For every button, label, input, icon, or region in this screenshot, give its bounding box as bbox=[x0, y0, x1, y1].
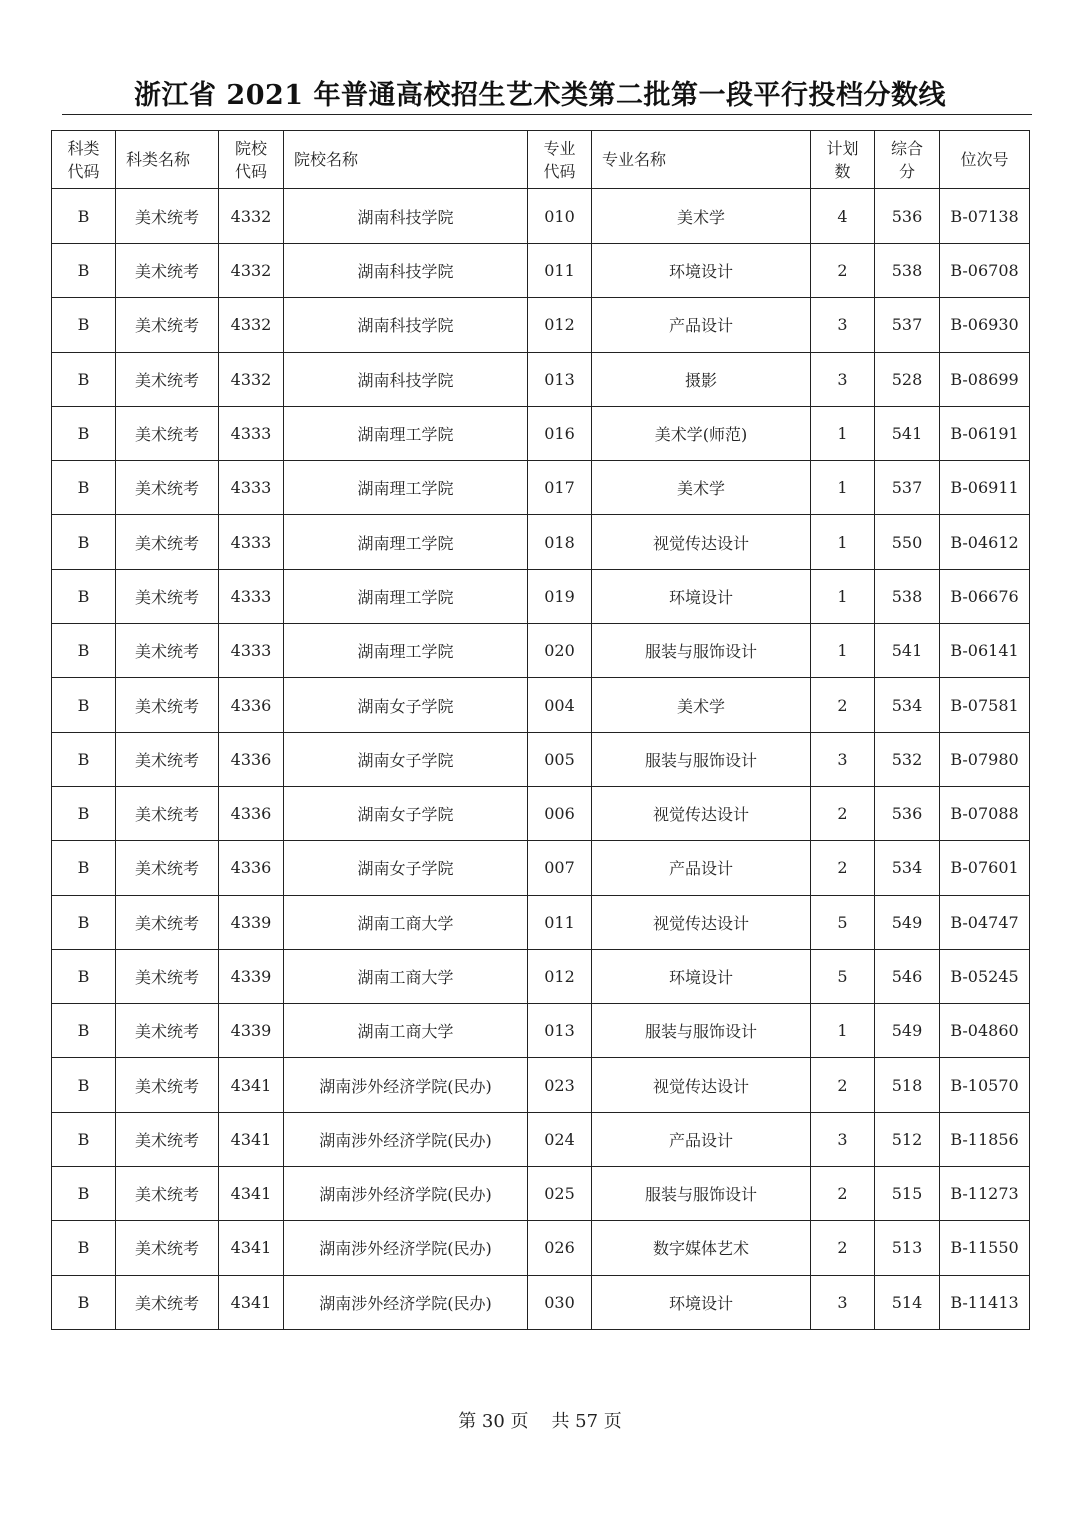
header-label: 综合 bbox=[890, 138, 923, 158]
major-name-cell: 服装与服饰设计 bbox=[592, 624, 811, 678]
school-code-cell: 4336 bbox=[219, 841, 284, 895]
table-row bbox=[52, 1221, 1030, 1275]
major-code-cell: 005 bbox=[528, 732, 592, 786]
major-name-cell: 环境设计 bbox=[592, 1275, 811, 1329]
major-code-cell: 016 bbox=[528, 406, 592, 460]
school-code-cell: 4332 bbox=[219, 244, 284, 298]
school-code-cell: 4336 bbox=[219, 786, 284, 840]
category-name-cell: 美术统考 bbox=[116, 1221, 219, 1275]
header-category-code bbox=[52, 131, 116, 189]
plan-count-cell: 1 bbox=[811, 624, 875, 678]
major-code-cell: 013 bbox=[528, 1004, 592, 1058]
category-code-cell: B bbox=[52, 1112, 116, 1166]
major-name-cell: 美术学 bbox=[592, 189, 811, 244]
category-name-cell: 美术统考 bbox=[116, 1112, 219, 1166]
composite-score-cell: 538 bbox=[875, 569, 940, 623]
composite-score-cell: 534 bbox=[875, 678, 940, 732]
composite-score-cell: 546 bbox=[875, 949, 940, 1003]
major-name-cell: 服装与服饰设计 bbox=[592, 1167, 811, 1221]
rank-cell: B-07581 bbox=[940, 678, 1030, 732]
plan-count-cell: 2 bbox=[811, 678, 875, 732]
category-code-cell: B bbox=[52, 1221, 116, 1275]
plan-count-cell: 1 bbox=[811, 515, 875, 569]
plan-count-cell: 1 bbox=[811, 1004, 875, 1058]
rank-cell: B-04747 bbox=[940, 895, 1030, 949]
major-name-cell: 美术学(师范) bbox=[592, 406, 811, 460]
school-name-cell: 湖南女子学院 bbox=[284, 841, 528, 895]
category-name-cell: 美术统考 bbox=[116, 461, 219, 515]
category-code-cell: B bbox=[52, 786, 116, 840]
composite-score-cell: 534 bbox=[875, 841, 940, 895]
table-row bbox=[52, 732, 1030, 786]
school-code-cell: 4332 bbox=[219, 352, 284, 406]
table-row bbox=[52, 841, 1030, 895]
category-name-cell: 美术统考 bbox=[116, 1167, 219, 1221]
category-code-cell: B bbox=[52, 189, 116, 244]
table-row bbox=[52, 298, 1030, 352]
table-header bbox=[52, 131, 1030, 189]
major-code-cell: 024 bbox=[528, 1112, 592, 1166]
header-major-name bbox=[592, 131, 811, 189]
table-row bbox=[52, 786, 1030, 840]
table-row bbox=[52, 461, 1030, 515]
major-code-cell: 017 bbox=[528, 461, 592, 515]
school-name-cell: 湖南工商大学 bbox=[284, 895, 528, 949]
header-composite-score bbox=[875, 131, 940, 189]
header-row bbox=[52, 131, 1030, 189]
major-code-cell: 013 bbox=[528, 352, 592, 406]
plan-count-cell: 1 bbox=[811, 461, 875, 515]
rank-cell: B-07980 bbox=[940, 732, 1030, 786]
plan-count-cell: 5 bbox=[811, 949, 875, 1003]
category-code-cell: B bbox=[52, 624, 116, 678]
header-label-line2: 代码 bbox=[543, 161, 576, 181]
plan-count-cell: 3 bbox=[811, 732, 875, 786]
school-name-cell: 湖南工商大学 bbox=[284, 1004, 528, 1058]
category-code-cell: B bbox=[52, 406, 116, 460]
header-label: 计划 bbox=[826, 138, 859, 158]
category-name-cell: 美术统考 bbox=[116, 841, 219, 895]
composite-score-cell: 536 bbox=[875, 189, 940, 244]
rank-cell: B-07601 bbox=[940, 841, 1030, 895]
page-title: 浙江省 2021 年普通高校招生艺术类第二批第一段平行投档分数线 bbox=[134, 80, 946, 111]
category-name-cell: 美术统考 bbox=[116, 786, 219, 840]
plan-count-cell: 1 bbox=[811, 569, 875, 623]
major-code-cell: 026 bbox=[528, 1221, 592, 1275]
school-code-cell: 4333 bbox=[219, 461, 284, 515]
table-row bbox=[52, 1275, 1030, 1329]
school-name-cell: 湖南理工学院 bbox=[284, 406, 528, 460]
major-code-cell: 011 bbox=[528, 895, 592, 949]
school-code-cell: 4341 bbox=[219, 1275, 284, 1329]
school-code-cell: 4333 bbox=[219, 406, 284, 460]
table-row bbox=[52, 624, 1030, 678]
major-code-cell: 025 bbox=[528, 1167, 592, 1221]
header-label: 专业名称 bbox=[602, 150, 667, 169]
category-code-cell: B bbox=[52, 244, 116, 298]
header-label: 科类 bbox=[67, 138, 100, 158]
category-name-cell: 美术统考 bbox=[116, 189, 219, 244]
category-code-cell: B bbox=[52, 732, 116, 786]
school-code-cell: 4341 bbox=[219, 1058, 284, 1112]
composite-score-cell: 537 bbox=[875, 298, 940, 352]
school-name-cell: 湖南理工学院 bbox=[284, 515, 528, 569]
major-code-cell: 020 bbox=[528, 624, 592, 678]
school-code-cell: 4336 bbox=[219, 678, 284, 732]
plan-count-cell: 5 bbox=[811, 895, 875, 949]
school-name-cell: 湖南涉外经济学院(民办) bbox=[284, 1221, 528, 1275]
title-divider bbox=[62, 114, 1032, 115]
composite-score-cell: 538 bbox=[875, 244, 940, 298]
category-code-cell: B bbox=[52, 895, 116, 949]
rank-cell: B-04612 bbox=[940, 515, 1030, 569]
major-name-cell: 美术学 bbox=[592, 461, 811, 515]
table-row bbox=[52, 895, 1030, 949]
composite-score-cell: 537 bbox=[875, 461, 940, 515]
header-label-line2: 代码 bbox=[67, 161, 100, 181]
category-name-cell: 美术统考 bbox=[116, 406, 219, 460]
composite-score-cell: 536 bbox=[875, 786, 940, 840]
table-row bbox=[52, 1058, 1030, 1112]
school-code-cell: 4332 bbox=[219, 298, 284, 352]
table-row bbox=[52, 244, 1030, 298]
major-code-cell: 019 bbox=[528, 569, 592, 623]
school-code-cell: 4333 bbox=[219, 515, 284, 569]
category-name-cell: 美术统考 bbox=[116, 624, 219, 678]
table-row bbox=[52, 515, 1030, 569]
table-row bbox=[52, 352, 1030, 406]
major-code-cell: 006 bbox=[528, 786, 592, 840]
school-code-cell: 4333 bbox=[219, 569, 284, 623]
header-label: 科类名称 bbox=[126, 150, 191, 169]
rank-cell: B-06911 bbox=[940, 461, 1030, 515]
plan-count-cell: 3 bbox=[811, 1275, 875, 1329]
category-name-cell: 美术统考 bbox=[116, 244, 219, 298]
composite-score-cell: 515 bbox=[875, 1167, 940, 1221]
page-footer bbox=[0, 1409, 1080, 1435]
school-name-cell: 湖南科技学院 bbox=[284, 189, 528, 244]
school-name-cell: 湖南女子学院 bbox=[284, 786, 528, 840]
major-code-cell: 018 bbox=[528, 515, 592, 569]
school-name-cell: 湖南涉外经济学院(民办) bbox=[284, 1167, 528, 1221]
school-name-cell: 湖南理工学院 bbox=[284, 569, 528, 623]
major-name-cell: 服装与服饰设计 bbox=[592, 1004, 811, 1058]
rank-cell: B-06930 bbox=[940, 298, 1030, 352]
rank-cell: B-06676 bbox=[940, 569, 1030, 623]
category-code-cell: B bbox=[52, 1167, 116, 1221]
plan-count-cell: 4 bbox=[811, 189, 875, 244]
major-code-cell: 004 bbox=[528, 678, 592, 732]
category-code-cell: B bbox=[52, 298, 116, 352]
school-name-cell: 湖南女子学院 bbox=[284, 678, 528, 732]
page-number: 第 30 页 bbox=[458, 1411, 529, 1432]
plan-count-cell: 2 bbox=[811, 244, 875, 298]
category-name-cell: 美术统考 bbox=[116, 1004, 219, 1058]
header-major-code bbox=[528, 131, 592, 189]
rank-cell: B-10570 bbox=[940, 1058, 1030, 1112]
composite-score-cell: 514 bbox=[875, 1275, 940, 1329]
table-body bbox=[52, 189, 1030, 1330]
school-code-cell: 4341 bbox=[219, 1112, 284, 1166]
table-row bbox=[52, 189, 1030, 244]
rank-cell: B-11413 bbox=[940, 1275, 1030, 1329]
school-name-cell: 湖南科技学院 bbox=[284, 244, 528, 298]
plan-count-cell: 2 bbox=[811, 1167, 875, 1221]
school-name-cell: 湖南理工学院 bbox=[284, 461, 528, 515]
major-name-cell: 摄影 bbox=[592, 352, 811, 406]
total-pages: 共 57 页 bbox=[551, 1411, 622, 1432]
header-school-name bbox=[284, 131, 528, 189]
major-name-cell: 数字媒体艺术 bbox=[592, 1221, 811, 1275]
composite-score-cell: 512 bbox=[875, 1112, 940, 1166]
composite-score-cell: 541 bbox=[875, 624, 940, 678]
major-name-cell: 环境设计 bbox=[592, 569, 811, 623]
school-name-cell: 湖南理工学院 bbox=[284, 624, 528, 678]
table-row bbox=[52, 1004, 1030, 1058]
rank-cell: B-06141 bbox=[940, 624, 1030, 678]
header-school-code bbox=[219, 131, 284, 189]
major-name-cell: 服装与服饰设计 bbox=[592, 732, 811, 786]
table-row bbox=[52, 569, 1030, 623]
major-name-cell: 产品设计 bbox=[592, 841, 811, 895]
plan-count-cell: 2 bbox=[811, 786, 875, 840]
header-label-line2: 代码 bbox=[234, 161, 267, 181]
rank-cell: B-11856 bbox=[940, 1112, 1030, 1166]
rank-cell: B-08699 bbox=[940, 352, 1030, 406]
category-code-cell: B bbox=[52, 461, 116, 515]
composite-score-cell: 513 bbox=[875, 1221, 940, 1275]
school-code-cell: 4341 bbox=[219, 1167, 284, 1221]
school-name-cell: 湖南科技学院 bbox=[284, 298, 528, 352]
major-code-cell: 012 bbox=[528, 298, 592, 352]
major-name-cell: 产品设计 bbox=[592, 298, 811, 352]
school-code-cell: 4341 bbox=[219, 1221, 284, 1275]
composite-score-cell: 550 bbox=[875, 515, 940, 569]
category-code-cell: B bbox=[52, 1275, 116, 1329]
header-label: 院校名称 bbox=[294, 150, 359, 169]
category-name-cell: 美术统考 bbox=[116, 352, 219, 406]
school-code-cell: 4336 bbox=[219, 732, 284, 786]
composite-score-cell: 549 bbox=[875, 895, 940, 949]
table-row bbox=[52, 949, 1030, 1003]
category-name-cell: 美术统考 bbox=[116, 569, 219, 623]
composite-score-cell: 528 bbox=[875, 352, 940, 406]
school-name-cell: 湖南工商大学 bbox=[284, 949, 528, 1003]
composite-score-cell: 549 bbox=[875, 1004, 940, 1058]
category-code-cell: B bbox=[52, 515, 116, 569]
composite-score-cell: 518 bbox=[875, 1058, 940, 1112]
score-table bbox=[51, 130, 1030, 1330]
header-plan-count bbox=[811, 131, 875, 189]
school-name-cell: 湖南女子学院 bbox=[284, 732, 528, 786]
header-label: 位次号 bbox=[960, 150, 1009, 169]
major-code-cell: 012 bbox=[528, 949, 592, 1003]
header-label: 院校 bbox=[234, 138, 267, 158]
category-code-cell: B bbox=[52, 1058, 116, 1112]
category-name-cell: 美术统考 bbox=[116, 298, 219, 352]
category-name-cell: 美术统考 bbox=[116, 678, 219, 732]
plan-count-cell: 2 bbox=[811, 841, 875, 895]
category-code-cell: B bbox=[52, 949, 116, 1003]
category-code-cell: B bbox=[52, 569, 116, 623]
header-label-line2: 数 bbox=[834, 161, 851, 181]
composite-score-cell: 532 bbox=[875, 732, 940, 786]
major-name-cell: 产品设计 bbox=[592, 1112, 811, 1166]
major-name-cell: 视觉传达设计 bbox=[592, 786, 811, 840]
school-code-cell: 4332 bbox=[219, 189, 284, 244]
plan-count-cell: 2 bbox=[811, 1058, 875, 1112]
rank-cell: B-06191 bbox=[940, 406, 1030, 460]
category-name-cell: 美术统考 bbox=[116, 732, 219, 786]
rank-cell: B-07088 bbox=[940, 786, 1030, 840]
table-row bbox=[52, 1112, 1030, 1166]
plan-count-cell: 3 bbox=[811, 352, 875, 406]
major-name-cell: 视觉传达设计 bbox=[592, 1058, 811, 1112]
rank-cell: B-06708 bbox=[940, 244, 1030, 298]
category-name-cell: 美术统考 bbox=[116, 515, 219, 569]
school-name-cell: 湖南涉外经济学院(民办) bbox=[284, 1058, 528, 1112]
header-label-line2: 分 bbox=[898, 161, 915, 181]
major-code-cell: 023 bbox=[528, 1058, 592, 1112]
category-code-cell: B bbox=[52, 841, 116, 895]
school-name-cell: 湖南涉外经济学院(民办) bbox=[284, 1275, 528, 1329]
plan-count-cell: 3 bbox=[811, 1112, 875, 1166]
rank-cell: B-05245 bbox=[940, 949, 1030, 1003]
category-code-cell: B bbox=[52, 1004, 116, 1058]
school-name-cell: 湖南科技学院 bbox=[284, 352, 528, 406]
table-row bbox=[52, 678, 1030, 732]
header-category-name bbox=[116, 131, 219, 189]
school-code-cell: 4339 bbox=[219, 949, 284, 1003]
category-code-cell: B bbox=[52, 352, 116, 406]
major-code-cell: 007 bbox=[528, 841, 592, 895]
school-code-cell: 4339 bbox=[219, 1004, 284, 1058]
rank-cell: B-04860 bbox=[940, 1004, 1030, 1058]
school-name-cell: 湖南涉外经济学院(民办) bbox=[284, 1112, 528, 1166]
rank-cell: B-11273 bbox=[940, 1167, 1030, 1221]
major-name-cell: 环境设计 bbox=[592, 949, 811, 1003]
header-label: 专业 bbox=[543, 138, 576, 158]
major-name-cell: 视觉传达设计 bbox=[592, 515, 811, 569]
school-code-cell: 4333 bbox=[219, 624, 284, 678]
major-name-cell: 美术学 bbox=[592, 678, 811, 732]
table-row bbox=[52, 1167, 1030, 1221]
plan-count-cell: 1 bbox=[811, 406, 875, 460]
major-code-cell: 010 bbox=[528, 189, 592, 244]
table-row bbox=[52, 406, 1030, 460]
category-name-cell: 美术统考 bbox=[116, 1058, 219, 1112]
category-name-cell: 美术统考 bbox=[116, 895, 219, 949]
major-code-cell: 030 bbox=[528, 1275, 592, 1329]
rank-cell: B-07138 bbox=[940, 189, 1030, 244]
category-name-cell: 美术统考 bbox=[116, 949, 219, 1003]
plan-count-cell: 2 bbox=[811, 1221, 875, 1275]
major-name-cell: 视觉传达设计 bbox=[592, 895, 811, 949]
header-rank bbox=[940, 131, 1030, 189]
category-name-cell: 美术统考 bbox=[116, 1275, 219, 1329]
plan-count-cell: 3 bbox=[811, 298, 875, 352]
major-code-cell: 011 bbox=[528, 244, 592, 298]
composite-score-cell: 541 bbox=[875, 406, 940, 460]
category-code-cell: B bbox=[52, 678, 116, 732]
major-name-cell: 环境设计 bbox=[592, 244, 811, 298]
rank-cell: B-11550 bbox=[940, 1221, 1030, 1275]
school-code-cell: 4339 bbox=[219, 895, 284, 949]
score-table-container bbox=[51, 130, 1030, 1330]
